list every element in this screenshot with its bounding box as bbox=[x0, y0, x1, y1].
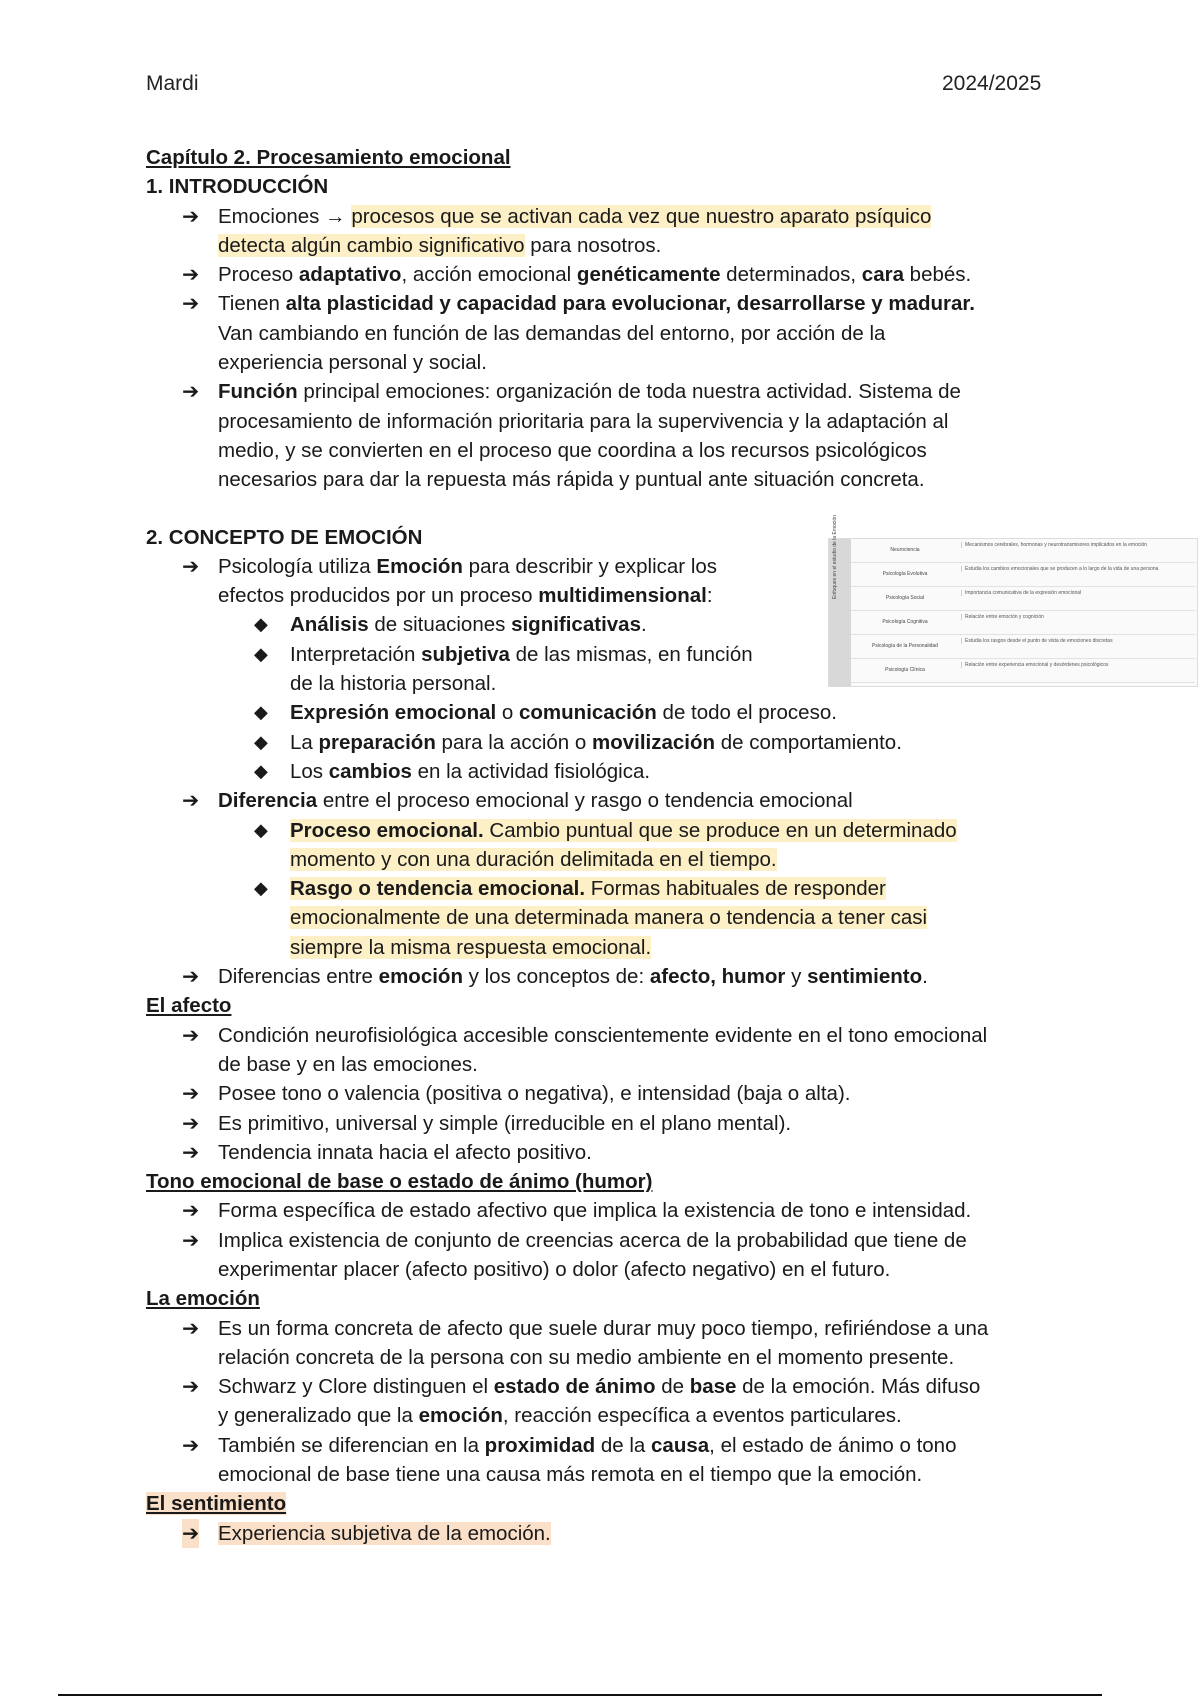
section-1-title: 1. INTRODUCCIÓN bbox=[146, 175, 329, 199]
diamond-icon: ◆ bbox=[254, 702, 268, 723]
list-item: ➔ Schwarz y Clore distinguen el estado de ánimo de base de la emoción. Más difuso bbox=[146, 1372, 1086, 1401]
list-item: ➔ Diferencias entre emoción y los conceptos de: afecto, humor y sentimiento. bbox=[146, 962, 1086, 991]
sub-item: ◆ Proceso emocional. Cambio puntual que se produce en un determinado bbox=[146, 816, 1086, 845]
arrow-icon: ➔ bbox=[182, 1082, 200, 1106]
section-2-title: 2. CONCEPTO DE EMOCIÓN bbox=[146, 525, 423, 549]
list-item: ➔ Tendencia innata hacia el afecto positivo. bbox=[146, 1138, 1086, 1167]
sub-item: ◆ Los cambios en la actividad fisiológica. bbox=[146, 757, 1086, 786]
table-row: Psicología Social Importancia comunicativa de la expresión emocional bbox=[851, 587, 1195, 611]
list-item-cont: procesamiento de información prioritaria para la supervivencia y la adaptación al bbox=[218, 409, 949, 433]
arrow-icon: ➔ bbox=[182, 554, 200, 578]
diamond-icon: ◆ bbox=[254, 878, 268, 899]
list-item-cont: necesarios para dar la repuesta más rápida y puntual ante situación concreta. bbox=[218, 468, 925, 492]
table-row: Psicología de la Personalidad Estudia los rasgos desde el punto de vista de emociones discretas bbox=[851, 635, 1195, 659]
list-item-cont: experimentar placer (afecto positivo) o dolor (afecto negativo) en el futuro. bbox=[218, 1257, 891, 1281]
footer-rule bbox=[58, 1694, 1102, 1696]
header-day: Mardi bbox=[146, 72, 199, 95]
list-item-cont: Van cambiando en función de las demandas del entorno, por acción de la bbox=[218, 321, 886, 345]
table-row: Psicología Cognitiva Relación entre emoción y cognición bbox=[851, 611, 1195, 635]
diamond-icon: ◆ bbox=[254, 731, 268, 752]
list-item: ➔ Experiencia subjetiva de la emoción. bbox=[146, 1519, 1086, 1548]
list-item: ➔ Psicología utiliza Emoción para describir y explicar los bbox=[146, 552, 1086, 581]
diamond-icon: ◆ bbox=[254, 760, 268, 781]
table-row: Neurociencia Mecanismos cerebrales, hormonas y neurotransmisores implicados en la emoción bbox=[851, 539, 1195, 563]
sub-item: ◆ Expresión emocional o comunicación de todo el proceso. bbox=[146, 698, 1086, 727]
list-item-cont: detecta algún cambio significativo para nosotros. bbox=[218, 233, 662, 257]
list-item-cont: medio, y se convierten en el proceso que coordina a los recursos psicológicos bbox=[218, 438, 927, 462]
emotion-approaches-table bbox=[828, 515, 1198, 687]
afecto-title: El afecto bbox=[146, 994, 232, 1018]
list-item-cont: emocional de base tiene una causa más remota en el tiempo que la emoción. bbox=[218, 1463, 923, 1487]
arrow-icon: ➔ bbox=[182, 204, 200, 228]
list-item: ➔ Es primitivo, universal y simple (irreducible en el plano mental). bbox=[146, 1109, 1086, 1138]
arrow-icon: ➔ bbox=[182, 1199, 200, 1223]
emocion-title: La emoción bbox=[146, 1287, 260, 1311]
list-item-cont: y generalizado que la emoción, reacción específica a eventos particulares. bbox=[218, 1404, 902, 1428]
arrow-icon: ➔ bbox=[182, 1140, 200, 1164]
arrow-icon: ➔ bbox=[182, 965, 200, 989]
list-item-cont: relación concreta de la persona con su medio ambiente en el momento presente. bbox=[218, 1345, 955, 1369]
list-item: ➔ Emociones → procesos que se activan cada vez que nuestro aparato psíquico bbox=[146, 202, 1086, 231]
sub-item: ◆ Análisis de situaciones significativas. bbox=[146, 610, 1086, 639]
diamond-icon: ◆ bbox=[254, 614, 268, 635]
sentimiento-title: El sentimiento bbox=[146, 1492, 287, 1516]
list-item: ➔ Es un forma concreta de afecto que suele durar muy poco tiempo, refiriéndose a una bbox=[146, 1314, 1086, 1343]
diamond-icon: ◆ bbox=[254, 819, 268, 840]
chapter-title: Capítulo 2. Procesamiento emocional bbox=[146, 146, 511, 169]
tono-title: Tono emocional de base o estado de ánimo (humor) bbox=[146, 1170, 653, 1194]
document-body bbox=[146, 143, 1086, 1548]
header-year: 2024/2025 bbox=[942, 72, 1042, 95]
arrow-icon: ➔ bbox=[182, 263, 200, 287]
list-item: ➔ Función principal emociones: organización de toda nuestra actividad. Sistema de bbox=[146, 377, 1086, 406]
sub-item-cont: emocionalmente de una determinada manera o tendencia a tener casi bbox=[290, 906, 928, 930]
arrow-icon: ➔ bbox=[182, 1023, 200, 1047]
list-item: ➔ Tienen alta plasticidad y capacidad para evolucionar, desarrollarse y madurar. bbox=[146, 289, 1086, 318]
arrow-icon: ➔ bbox=[182, 1228, 200, 1252]
sub-item: ◆ Interpretación subjetiva de las mismas, en función bbox=[146, 640, 1086, 669]
arrow-icon: ➔ bbox=[182, 292, 200, 316]
list-item-cont: experiencia personal y social. bbox=[218, 351, 487, 375]
table-row: Psicología Clínica Relación entre experiencia emocional y desórdenes psicológicos bbox=[851, 659, 1195, 683]
list-item: ➔ Diferencia entre el proceso emocional y rasgo o tendencia emocional bbox=[146, 786, 1086, 815]
arrow-icon: ➔ bbox=[182, 1519, 199, 1548]
arrow-icon: ➔ bbox=[182, 789, 200, 813]
sub-item-cont: de la historia personal. bbox=[290, 672, 497, 696]
sub-item: ◆ La preparación para la acción o movilización de comportamiento. bbox=[146, 728, 1086, 757]
sub-item-cont: momento y con una duración delimitada en el tiempo. bbox=[290, 847, 777, 871]
sub-item: ◆ Rasgo o tendencia emocional. Formas habituales de responder bbox=[146, 874, 1086, 903]
list-item: ➔ Condición neurofisiológica accesible conscientemente evidente en el tono emocional bbox=[146, 1021, 1086, 1050]
arrow-icon: ➔ bbox=[182, 1433, 200, 1457]
arrow-icon: ➔ bbox=[182, 1111, 200, 1135]
list-item: ➔ También se diferencian en la proximidad de la causa, el estado de ánimo o tono bbox=[146, 1431, 1086, 1460]
table-row: Psicología Evolutiva Estudia los cambios emocionales que se producen a lo largo de la vida de una persona bbox=[851, 563, 1195, 587]
diamond-icon: ◆ bbox=[254, 643, 268, 664]
list-item: ➔ Posee tono o valencia (positiva o negativa), e intensidad (baja o alta). bbox=[146, 1079, 1086, 1108]
arrow-icon: ➔ bbox=[182, 1316, 200, 1340]
list-item-cont: de base y en las emociones. bbox=[218, 1052, 478, 1076]
list-item: ➔ Proceso adaptativo, acción emocional genéticamente determinados, cara bebés. bbox=[146, 260, 1086, 289]
list-item-cont: efectos producidos por un proceso multidimensional: bbox=[218, 584, 713, 608]
sub-item-cont: siempre la misma respuesta emocional. bbox=[290, 935, 652, 959]
arrow-icon: ➔ bbox=[182, 1375, 200, 1399]
table-side-label: Enfoques en el estudio de la Emoción bbox=[829, 539, 851, 686]
list-item: ➔ Implica existencia de conjunto de creencias acerca de la probabilidad que tiene de bbox=[146, 1226, 1086, 1255]
list-item: ➔ Forma específica de estado afectivo que implica la existencia de tono e intensidad. bbox=[146, 1196, 1086, 1225]
arrow-icon: ➔ bbox=[182, 380, 200, 404]
